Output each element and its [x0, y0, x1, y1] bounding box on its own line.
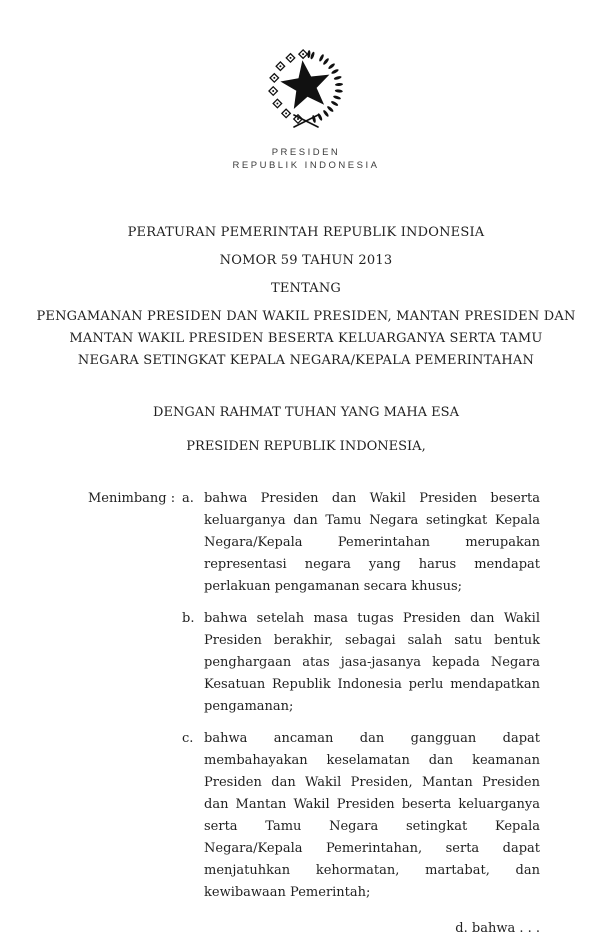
item-marker-a: a. [182, 491, 194, 506]
considerations-list [182, 488, 540, 904]
consideration-item-b [182, 608, 540, 718]
regulation-title: PERATURAN PEMERINTAH REPUBLIK INDONESIA [127, 225, 485, 240]
item-marker-c: c. [182, 731, 194, 746]
subject-line-2: MANTAN WAKIL PRESIDEN BESERTA KELUARGANYA SERTA TAMU [69, 331, 543, 346]
org-name [0, 146, 612, 172]
consideration-item-a [182, 488, 540, 598]
regulation-number: NOMOR 59 TAHUN 2013 [219, 253, 393, 268]
item-text-b: bahwa setelah masa tugas Presiden dan Wakil Presiden berakhir, sebagai salah satu bentuk penghargaan atas jasa-jasanya kepada Negara Kesatuan Republik Indonesia perlu mendapatkan pengamanan; [204, 611, 540, 714]
tentang-label: TENTANG [270, 281, 342, 296]
title-block [0, 222, 612, 372]
emblem-block [0, 0, 612, 172]
page-catchword: d. bahwa . . . [455, 921, 540, 936]
invocation-line: DENGAN RAHMAT TUHAN YANG MAHA ESA [153, 405, 459, 420]
org-name-line2: REPUBLIK INDONESIA [232, 160, 380, 171]
menimbang-label: Menimbang : [88, 491, 176, 506]
consideration-item-c [182, 728, 540, 904]
item-text-a: bahwa Presiden dan Wakil Presiden beserta keluarganya dan Tamu Negara setingkat Kepala Negara/Kepala Pemerintahan merupakan representasi negara yang harus mendapat perlakuan pengamanan secara khusus; [204, 491, 540, 594]
item-text-c: bahwa ancaman dan gangguan dapat membahayakan keselamatan dan keamanan Presiden dan Wakil Presiden, Mantan Presiden dan Mantan Wakil Presiden beserta keluarganya serta Tamu Negara setingkat Kepala Negara/Kepala Pemerintahan, serta dapat menjatuhkan kehormatan, martabat, dan kewibawaan Pemerintah; [204, 731, 540, 900]
org-name-line1: PRESIDEN [271, 147, 341, 158]
authority-line: PRESIDEN REPUBLIK INDONESIA, [186, 439, 426, 454]
item-marker-b: b. [182, 611, 195, 626]
regulation-subject [0, 306, 612, 372]
subject-line-1: PENGAMANAN PRESIDEN DAN WAKIL PRESIDEN, MANTAN PRESIDEN DAN [36, 309, 576, 324]
presidential-seal-icon [250, 42, 362, 134]
considerations-section [88, 488, 540, 904]
subject-line-3: NEGARA SETINGKAT KEPALA NEGARA/KEPALA PEMERINTAHAN [77, 353, 535, 368]
